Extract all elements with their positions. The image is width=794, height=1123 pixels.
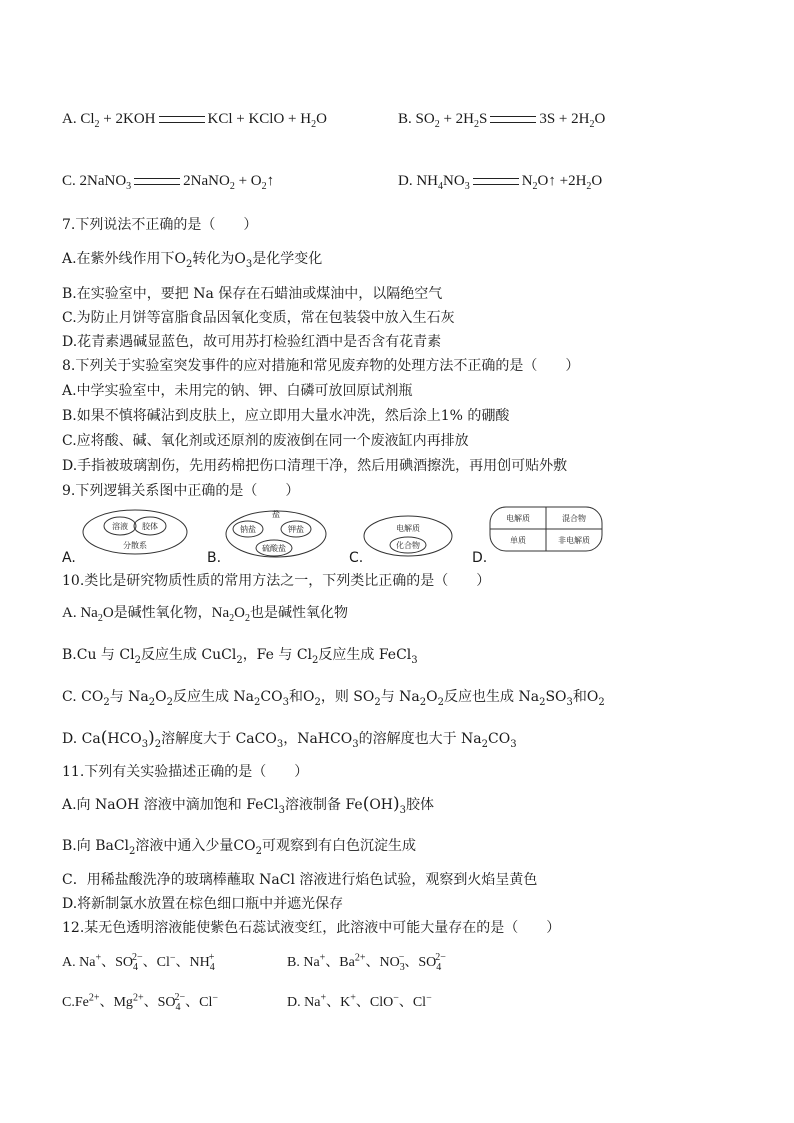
q9-b-potassium-salt: 钾盐 (288, 525, 304, 534)
q10-option-d: D. $Ca(HCO_3)_2$溶解度大于 CaCO$_3$，NaHCO$_3$的溶解度也大于 $Na_2CO_3$ (62, 728, 517, 750)
q9-diagram-b (224, 507, 329, 559)
q7-option-d: D.花青素遇碱显蓝色，故可用苏打检验红酒中是否含有花青素 (62, 334, 442, 350)
q9-stem: 9.下列逻辑关系图中正确的是（ ） (62, 483, 300, 499)
q11-option-d: D.将新制氯水放置在棕色细口瓶中并遮光保存 (62, 896, 344, 912)
q6-option-a: A. $Cl_2 + 2KOH$ KCl + KClO + $H_2O$ (62, 111, 327, 130)
q6-option-b: B. $SO_2 + 2H_2S$ $3S + 2H_2O$ (398, 111, 606, 130)
q9-c-electrolyte: 电解质 (396, 524, 420, 533)
q12-option-b: B. Na+、$Ba^{2+}$、$NO_3^-$、$SO_4^{2-}$ (287, 952, 446, 973)
q11-stem: 11.下列有关实验描述正确的是（ ） (62, 764, 309, 780)
q8-option-d: D.手指被玻璃割伤，先用药棉把伤口清理干净，然后用碘酒擦洗，再用创可贴外敷 (62, 458, 568, 474)
q9-diagram-a (80, 507, 190, 557)
q9-option-c-label: C. (349, 550, 364, 566)
q8-option-b: B.如果不慎将碱沾到皮肤上，应立即用大量水冲洗，然后涂上1% 的硼酸 (62, 408, 510, 424)
q9-c-compound: 化合物 (396, 541, 420, 550)
q9-b-sulfate: 硫酸盐 (262, 544, 286, 553)
q9-b-sodium-salt: 钠盐 (240, 525, 256, 534)
q9-d-element: 单质 (510, 536, 526, 545)
q9-diagram-c (362, 514, 454, 558)
q11-option-c: C．用稀盐酸洗净的玻璃棒蘸取 NaCl 溶液进行焰色试验，观察到火焰呈黄色 (62, 872, 538, 888)
q8-option-c: C.应将酸、碱、氧化剂或还原剂的废液倒在同一个废液缸内再排放 (62, 433, 469, 449)
q11-option-b: B.向 BaCl$_2$溶液中通入少量$CO_2$可观察到有白色沉淀生成 (62, 838, 416, 857)
q7-option-c: C.为防止月饼等富脂食品因氧化变质，常在包装袋中放入生石灰 (62, 310, 455, 326)
q9-option-a-label: A. (62, 550, 76, 566)
q9-a-dispersion: 分散系 (123, 541, 147, 550)
q7-option-a: A.在紫外线作用下$O_2$转化为$O_3$是化学变化 (62, 251, 323, 270)
q12-option-a: A. Na+、$SO_4^{2-}$、Cl−、$NH_4^+$ (62, 952, 215, 973)
q9-d-electrolyte: 电解质 (506, 514, 530, 523)
q6-option-d: D. $NH_4NO_3$ $N_2O↑ +2H_2O$ (398, 173, 603, 192)
q10-stem: 10.类比是研究物质性质的常用方法之一，下列类比正确的是（ ） (62, 573, 491, 589)
q9-a-solution: 溶液 (112, 522, 128, 531)
q8-option-a: A.中学实验室中，未用完的钠、钾、白磷可放回原试剂瓶 (62, 383, 413, 399)
q10-option-c: C. $CO_2$与 $Na_2O_2$反应生成 $Na_2CO_3$和$O_2$，则 $SO_2$与 $Na_2O_2$反应也生成 $Na_2SO_3$和$O_2$ (62, 689, 605, 708)
q9-d-nonelectrolyte: 非电解质 (558, 536, 590, 545)
q12-option-d: D. Na+、K+、ClO−、Cl− (287, 992, 432, 1010)
q10-option-a: A. $Na_2O$是碱性氧化物，$Na_2O_2$也是碱性氧化物 (62, 605, 349, 624)
q11-option-a: A.向 NaOH 溶液中滴加饱和 FeCl$_3$溶液制备 $Fe(OH)_3$胶体 (62, 794, 435, 816)
q10-option-b: B.Cu 与 $Cl_2$反应生成 CuCl$_2$，Fe 与 $Cl_2$反应生成 FeCl$_3$ (62, 647, 418, 666)
q12-stem: 12.某无色透明溶液能使紫色石蕊试液变红，此溶液中可能大量存在的是（ ） (62, 920, 561, 936)
q9-a-colloid: 胶体 (142, 522, 158, 531)
q9-d-mixture: 混合物 (562, 514, 586, 523)
q7-stem: 7.下列说法不正确的是（ ） (62, 217, 258, 233)
q9-b-salt: 盐 (272, 510, 280, 519)
q6-option-c: C. 2NaNO$_3$ 2NaNO$_2$ + $O_2↑$ (62, 173, 275, 192)
q9-option-d-label: D. (472, 550, 488, 566)
q9-diagram-d (488, 505, 604, 553)
q7-option-b: B.在实验室中，要把 Na 保存在石蜡油或煤油中，以隔绝空气 (62, 286, 443, 302)
q12-option-c: $C.Fe^{2+}$、$Mg^{2+}$、$SO_4^{2-}$、Cl− (62, 992, 218, 1013)
q9-option-b-label: B. (207, 550, 222, 566)
q8-stem: 8.下列关于实验室突发事件的应对措施和常见废弃物的处理方法不正确的是（ ） (62, 358, 580, 374)
